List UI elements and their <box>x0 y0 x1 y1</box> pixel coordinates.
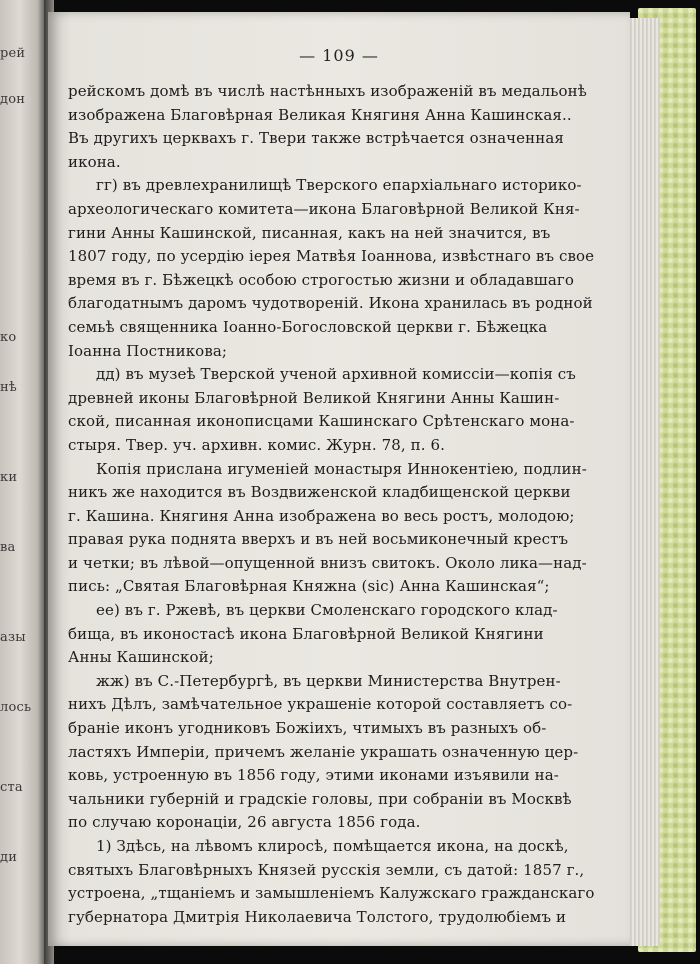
left-page-fragment: ки <box>0 470 18 485</box>
text-line: г. Кашина. Княгиня Анна изображена во весь ростъ, молодою; <box>68 506 575 525</box>
text-line: и четки; въ лѣвой—опущенной внизъ свитокъ. Около лика—над- <box>68 553 587 572</box>
text-line: Въ другихъ церквахъ г. Твери также встрѣчается означенная <box>68 129 564 148</box>
left-page-fragment: ко <box>0 330 17 345</box>
text-line: нихъ Дѣлъ, замѣчательное украшеніе которой составляетъ со- <box>68 695 573 714</box>
text-line: святыхъ Благовѣрныхъ Князей русскія земли, съ датой: 1857 г., <box>68 860 585 879</box>
text-line: древней иконы Благовѣрной Великой Княгини Анны Кашин- <box>68 388 560 407</box>
text-line: по случаю коронаціи, 26 августа 1856 года. <box>68 813 421 832</box>
left-page-fragment: ва <box>0 540 16 555</box>
text-line: благодатнымъ даромъ чудотвореній. Икона хранилась въ родной <box>68 294 593 313</box>
left-page-fragment: рей <box>0 46 26 61</box>
text-line: Анны Кашинской; <box>68 648 214 667</box>
left-page-fragment: азы <box>0 630 26 645</box>
text-line: изображена Благовѣрная Великая Княгиня Анна Кашинская.. <box>68 105 572 124</box>
text-line: губернатора Дмитрія Николаевича Толстого, трудолюбіемъ и <box>68 907 567 926</box>
text-line: икона. <box>68 152 121 171</box>
page-text <box>68 80 598 929</box>
left-page-fragment: нѣ <box>0 380 17 395</box>
left-page-fragment: ди <box>0 850 18 865</box>
text-line: гини Анны Кашинской, писанная, какъ на ней значится, въ <box>68 223 551 242</box>
text-line: ластяхъ Имперіи, причемъ желаніе украшать означенную цер- <box>68 742 579 761</box>
text-line: Іоанна Постникова; <box>68 341 228 360</box>
book-page <box>48 12 630 946</box>
text-line: рейскомъ домѣ въ числѣ настѣнныхъ изображеній въ медальонѣ <box>68 82 587 100</box>
text-line: пись: „Святая Благовѣрная Княжна (sic) Анна Кашинская“; <box>68 577 550 596</box>
left-page-fragment: дон <box>0 92 26 107</box>
text-line: никъ же находится въ Воздвиженской кладбищенской церкви <box>68 483 571 502</box>
text-line: семьѣ священника Іоанно-Богословской церкви г. Бѣжецка <box>68 317 548 336</box>
text-line: правая рука поднята вверхъ и въ ней восьмиконечный крестъ <box>68 530 569 549</box>
text-line: 1807 году, по усердію іерея Матвѣя Іоаннова, извѣстнаго въ свое <box>68 247 595 266</box>
text-line: ее) въ г. Ржевѣ, въ церкви Смоленскаго городского клад- <box>96 601 558 620</box>
text-line: стыря. Твер. уч. архивн. комис. Журн. 78, п. 6. <box>68 435 445 454</box>
text-line: археологическаго комитета—икона Благовѣрной Великой Кня- <box>68 199 580 218</box>
text-line: 1) Здѣсь, на лѣвомъ клиросѣ, помѣщается икона, на доскѣ, <box>96 837 569 855</box>
text-line: гг) въ древлехранилищѣ Тверского епархіальнаго историко- <box>96 176 582 195</box>
left-facing-page <box>0 0 44 964</box>
text-line: браніе иконъ угодниковъ Божіихъ, чтимыхъ въ разныхъ об- <box>68 719 547 738</box>
page-number: — 109 — <box>299 46 379 65</box>
text-line: дд) въ музеѣ Тверской ученой архивной комиссіи—копія съ <box>96 365 576 384</box>
text-line: ковь, устроенную въ 1856 году, этими иконами изъявили на- <box>68 766 559 785</box>
left-page-fragment: ста <box>0 780 23 795</box>
text-line: бища, въ иконостасѣ икона Благовѣрной Великой Княгини <box>68 624 544 643</box>
text-line: Копія прислана игуменіей монастыря Иннокентіею, подлин- <box>96 459 587 478</box>
left-page-fragment: лось <box>0 700 32 715</box>
text-line: устроена, „тщаніемъ и замышленіемъ Калужскаго гражданскаго <box>68 884 595 903</box>
text-line: время въ г. Бѣжецкѣ особою строгостью жизни и обладавшаго <box>68 270 574 289</box>
text-line: ской, писанная иконописцами Кашинскаго Срѣтенскаго мона- <box>68 412 575 431</box>
text-line: чальники губерній и градскіе головы, при собраніи въ Москвѣ <box>68 789 572 808</box>
text-line: жж) въ С.-Петербургѣ, въ церкви Министерства Внутрен- <box>96 671 561 690</box>
